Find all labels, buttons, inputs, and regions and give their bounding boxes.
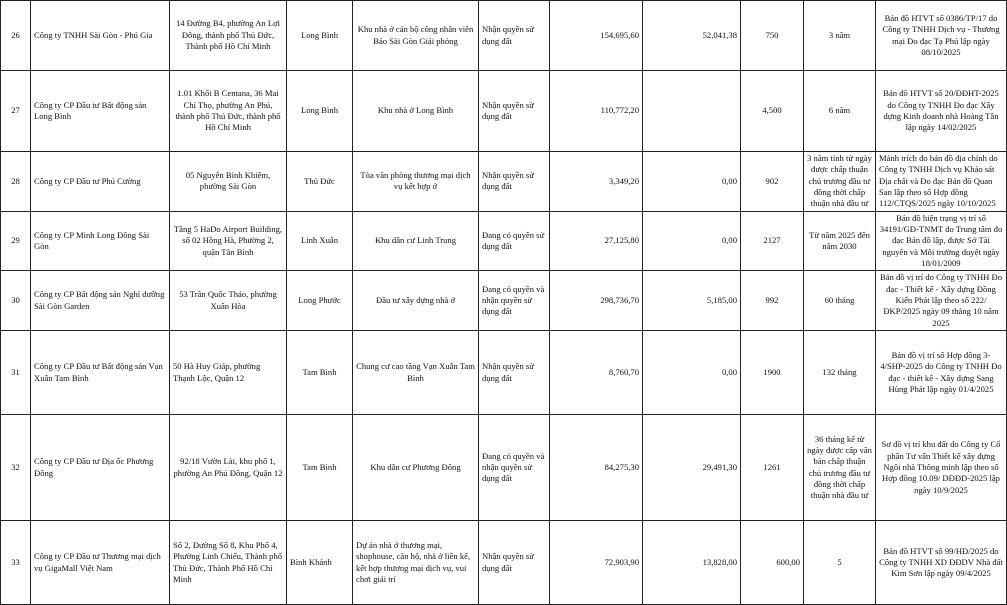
company-address: Số 2, Đường Số 8, Khu Phố 4, Phường Linh Chiểu, Thành phố Thủ Đức, Thành Phố Hồ Chí Minh — [170, 521, 287, 605]
land-status: Nhận quyền sử dụng đất — [479, 152, 550, 212]
row-number: 31 — [1, 331, 31, 415]
area-total: 298,736,70 — [550, 271, 643, 331]
row-number: 33 — [1, 521, 31, 605]
duration: 132 tháng — [804, 331, 876, 415]
map-source: Sơ đồ vị trí khu đất do Công ty Cổ phần Tư vấn Thiết kế xây dựng Ngôi nhà Thông minh lập theo số Hợp đồng 10.09/ DĐĐD-2025 lập ngày 10/9/2025 — [876, 415, 1007, 521]
duration: 5 — [804, 521, 876, 605]
area-secondary: 0,00 — [643, 152, 741, 212]
area-secondary — [643, 71, 741, 152]
duration: 3 năm — [804, 1, 876, 71]
map-source: Bản đồ HTVT số 20/ĐĐHT-2025 do Công ty TNHH Đo đạc Xây dựng Kinh doanh nhà Hoàng Tân lập ngày 14/02/2025 — [876, 71, 1007, 152]
map-source: Bản đồ HTVT số 99/HĐ/2025 do Công ty TNHH XD ĐĐDV Nhà đất Kim Sơn lập ngày 09/4/2025 — [876, 521, 1007, 605]
map-source: Mảnh trích đo bản đồ địa chính do Công ty TNHH Dịch vụ Khảo sát Địa chất và Đo đạc Bản đồ Quan San lập theo số Hợp đồng 112/CTQS/2025 ngày 10/10/2025 — [876, 152, 1007, 212]
project-name: Khu dân cư Linh Trung — [353, 211, 479, 271]
area-total: 84,275,30 — [550, 415, 643, 521]
map-source: Bản đồ vị trí số Hợp đồng 3-4/SHP-2025 do Công ty TNHH Đo đạc - thiết kế - Xây dựng Sang Hùng Phát lập ngày 01/4/2025 — [876, 331, 1007, 415]
project-name: Đầu tư xây dựng nhà ở — [353, 271, 479, 331]
table-row — [1, 331, 1007, 415]
company-name: Công ty CP Bất động sản Nghỉ dưỡng Sài Gòn Garden — [31, 271, 170, 331]
company-name: Công ty CP Đầu tư Bất động sản Vạn Xuân Tam Bình — [31, 331, 170, 415]
company-name: Công ty CP Đầu tư Địa ốc Phương Đông — [31, 415, 170, 521]
ward: Tam Bình — [287, 415, 353, 521]
ward: Linh Xuân — [287, 211, 353, 271]
area-total: 8,760,70 — [550, 331, 643, 415]
land-status: Đang có quyền và nhận quyền sử dụng đất — [479, 271, 550, 331]
unit-count: 992 — [741, 271, 804, 331]
duration: Từ năm 2025 đến năm 2030 — [804, 211, 876, 271]
ward: Thủ Đức — [287, 152, 353, 212]
unit-count: 1900 — [741, 331, 804, 415]
land-status: Đang có quyền sử dụng đất — [479, 211, 550, 271]
unit-count: 1261 — [741, 415, 804, 521]
map-source: Bản đồ vị trí do Công ty TNHH Đo đạc - Thiết kế - Xây dựng Đồng Kiến Phát lập theo số 222/ĐKP/2025 ngày 09 tháng 10 năm 2025 — [876, 271, 1007, 331]
company-address: 05 Nguyễn Bỉnh Khiêm, phường Sài Gòn — [170, 152, 287, 212]
area-total: 154,695,60 — [550, 1, 643, 71]
company-name: Công ty TNHH Sài Gòn - Phú Gia — [31, 1, 170, 71]
map-source: Bản đồ hiện trạng vị trí số 34191/GĐ-TNMT do Trung tâm đo đạc Bản đồ lập, được Sở Tài nguyên và Môi trường duyệt ngày 18/01/2009 — [876, 211, 1007, 271]
area-secondary: 5,185,00 — [643, 271, 741, 331]
land-status: Nhận quyền sử dụng đất — [479, 331, 550, 415]
table-row — [1, 211, 1007, 271]
company-address: Tầng 5 HaDo Airport Building, số 02 Hồng Hà, Phường 2, quận Tân Bình — [170, 211, 287, 271]
project-name: Chung cư cao tầng Vạn Xuân Tam Bình — [353, 331, 479, 415]
map-source: Bản đồ HTVT số 0386/TP/17 do Công ty TNHH Dịch vụ - Thương mại Đo đạc Tạ Phú lập ngày 08/10/2025 — [876, 1, 1007, 71]
ward: Bình Khánh — [287, 521, 353, 605]
area-secondary: 13,828,00 — [643, 521, 741, 605]
table-row — [1, 521, 1007, 605]
ward: Long Phước — [287, 271, 353, 331]
unit-count: 750 — [741, 1, 804, 71]
duration: 36 tháng kể từ ngày được cấp văn bản chấp thuận chủ trương đầu tư đồng thời chấp thuận nhà đầu tư — [804, 415, 876, 521]
row-number: 30 — [1, 271, 31, 331]
area-secondary: 0,00 — [643, 331, 741, 415]
company-address: 53 Trần Quốc Thảo, phường Xuân Hòa — [170, 271, 287, 331]
row-number: 27 — [1, 71, 31, 152]
company-address: 1.01 Khối B Centana, 36 Mai Chí Thọ, phường An Phú, thành phố Thủ Đức, thành phố Hồ Chí Minh — [170, 71, 287, 152]
unit-count: 4,500 — [741, 71, 804, 152]
area-total: 27,125,80 — [550, 211, 643, 271]
area-total: 3,349,20 — [550, 152, 643, 212]
unit-count: 2127 — [741, 211, 804, 271]
duration: 60 tháng — [804, 271, 876, 331]
company-address: 14 Đường B4, phường An Lợi Đông, thành phố Thủ Đức, Thành phố Hồ Chí Minh — [170, 1, 287, 71]
area-secondary: 52,041,38 — [643, 1, 741, 71]
land-status: Đang có quyền và nhận quyền sử dụng đất — [479, 415, 550, 521]
row-number: 29 — [1, 211, 31, 271]
land-status: Nhận quyền sử dụng đất — [479, 71, 550, 152]
project-name: Tòa văn phòng thương mại dịch vụ kết hợp ở — [353, 152, 479, 212]
ward: Tam Bình — [287, 331, 353, 415]
area-secondary: 0,00 — [643, 211, 741, 271]
ward: Long Bình — [287, 1, 353, 71]
land-status: Nhận quyền sử dụng đất — [479, 1, 550, 71]
row-number: 26 — [1, 1, 31, 71]
table-body — [1, 1, 1007, 605]
table-row — [1, 415, 1007, 521]
area-total: 72,903,90 — [550, 521, 643, 605]
company-name: Công ty CP Đầu tư Thương mại dịch vụ GigaMall Việt Nam — [31, 521, 170, 605]
project-name: Khu nhà ở Long Bình — [353, 71, 479, 152]
company-name: Công ty CP Minh Long Đông Sài Gòn — [31, 211, 170, 271]
unit-count: 902 — [741, 152, 804, 212]
company-address: 50 Hà Huy Giáp, phường Thạnh Lộc, Quận 12 — [170, 331, 287, 415]
table-row — [1, 271, 1007, 331]
area-total: 110,772,20 — [550, 71, 643, 152]
row-number: 32 — [1, 415, 31, 521]
table-row — [1, 152, 1007, 212]
duration: 3 năm tính từ ngày được chấp thuận chủ trương đầu tư đồng thời chấp thuận nhà đầu tư — [804, 152, 876, 212]
row-number: 28 — [1, 152, 31, 212]
company-address: 92/18 Vườn Lài, khu phố 1, phường An Phú Đông, Quận 12 — [170, 415, 287, 521]
duration: 6 năm — [804, 71, 876, 152]
company-name: Công ty CP Đầu tư Bất động sản Long Bình — [31, 71, 170, 152]
project-name: Dự án nhà ở thương mại, shophouse, căn hộ, nhà ở liền kế, kết hợp thương mại dịch vụ, vui chơi giải trí — [353, 521, 479, 605]
land-status: Nhận quyền sử dụng đất — [479, 521, 550, 605]
project-name: Khu dân cư Phương Đông — [353, 415, 479, 521]
project-name: Khu nhà ở cán bộ công nhân viên Báo Sài Gòn Giải phóng — [353, 1, 479, 71]
company-name: Công ty CP Đầu tư Phú Cường — [31, 152, 170, 212]
table-row — [1, 1, 1007, 71]
area-secondary: 29,491,30 — [643, 415, 741, 521]
ward: Long Bình — [287, 71, 353, 152]
unit-count: 600,00 — [741, 521, 804, 605]
table-row — [1, 71, 1007, 152]
